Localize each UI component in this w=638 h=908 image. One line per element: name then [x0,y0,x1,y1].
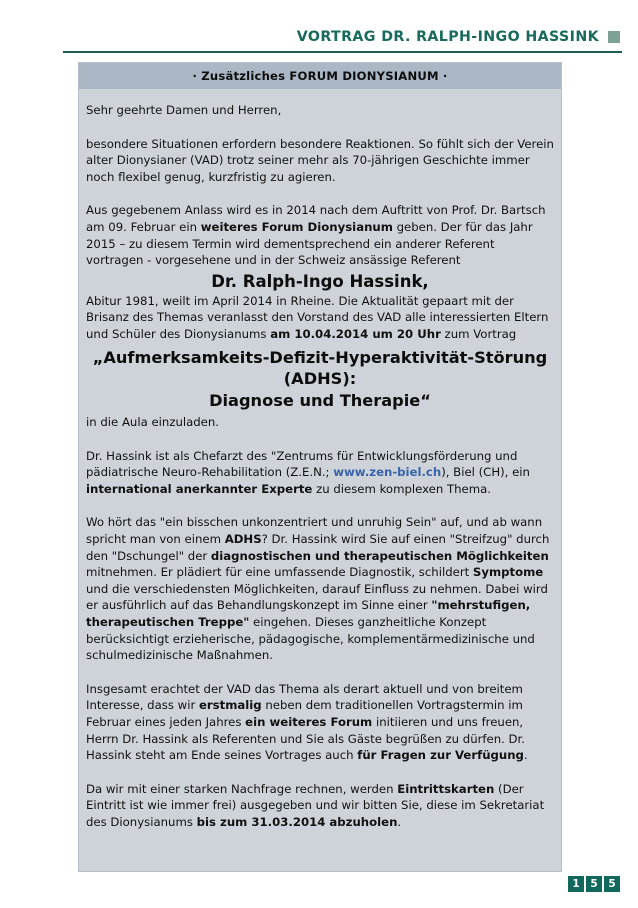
paragraph-talk-content [86,514,554,663]
text-bold-options: diagnostischen und therapeutischen Möglichkeiten [210,548,549,563]
page-number [568,876,620,892]
paragraph-speaker-info [86,293,554,343]
text-run: Abitur 1981, weilt im April 2014 in Rheine. Die Aktualität gepaart mit der Brisanz des Themas veranlasst den Vorstand des VAD alle interessierten Eltern und Schüler des Dionysianums [86,293,549,341]
text-bold-forum: ein weiteres Forum [245,714,373,729]
text-bold-erstmalig: erstmalig [198,698,262,713]
talk-title-line-1: „Aufmerksamkeits-Defizit-Hyperaktivität-Störung [92,347,548,367]
paragraph-credentials [86,448,554,498]
talk-title [86,343,554,415]
text-run: eingehen. Dieses ganzheitliche Konzept berücksichtigt erzieherische, pädagogische, komplementärmedizinische und schulmedizinische Maßnahmen. [86,614,535,663]
text-bold-date: am 10.04.2014 um 20 Uhr [270,326,441,341]
paragraph-tickets [86,781,554,831]
text-bold-adhs: ADHS [224,532,262,546]
salutation: Sehr geehrte Damen und Herren, [86,103,282,117]
text-bold-deadline: bis zum 31.03.2014 abzuholen [196,814,398,829]
text-bold-treppe: "mehrstufigen, therapeutischen Treppe" [86,598,531,629]
talk-title-line-2: (ADHS): [283,369,357,389]
text-run: zum Vortrag [440,326,517,341]
text-bold-symptoms: Symptome [472,565,544,580]
content-box [78,62,562,872]
paragraph-intro: besondere Situationen erfordern besondere Reaktionen. So fühlt sich der Verein alter Dionysianer (VAD) trotz seiner mehr als 70-jährigen Geschichte immer noch flexibel genug, kurzfristig zu agieren. [86,136,554,184]
text-run: initiieren und uns freuen, Herrn Dr. Hassink als Referenten und Sie als Gäste begrüßen zu dürfen. Dr. Hassink steht am Ende seines Vortrages auch [86,714,525,763]
paragraph-vad-statement [86,681,554,764]
header-divider [63,51,622,53]
text-run: Da wir mit einer starken Nachfrage rechnen, werden [86,781,398,796]
text-bold: weiteres Forum Dionysianum [200,219,393,234]
text-bold-tickets: Eintrittskarten [397,781,495,796]
text-run: . [523,748,528,763]
page-digit-1: 1 [568,876,584,892]
page-title: VORTRAG DR. RALPH-INGO HASSINK [296,29,599,45]
paragraph-announcement [86,202,554,268]
page-digit-2: 5 [586,876,602,892]
text-run: Wo hört das "ein bisschen unkonzentriert und unruhig Sein" auf, und ab wann spricht man von einem [86,515,543,546]
speaker-name: Dr. Ralph-Ingo Hassink, [211,271,429,291]
header-square-icon [608,31,620,43]
page-digit-3: 5 [604,876,620,892]
text-run: ? Dr. Hassink wird Sie auf einen "Streifzug" durch den "Dschungel" der [86,532,550,563]
text-run: ), Biel (CH), ein [441,465,530,480]
box-title: · Zusätzliches FORUM DIONYSIANUM · [79,63,561,89]
text-run: neben dem traditionellen Vortragstermin im Februar eines jeden Jahres [86,698,523,729]
text-bold-expert: international anerkannter Experte [86,481,313,496]
box-body [79,89,561,831]
text-run: Aus gegebenem Anlass wird es in 2014 nach dem Auftritt von Prof. Dr. Bartsch am 09. Februar ein [86,203,546,234]
text-bold-questions: für Fragen zur Verfügung [357,748,524,763]
zen-biel-link[interactable]: www.zen-biel.ch [333,465,442,480]
page-header [0,22,638,52]
text-run: . [397,814,402,829]
text-run: Insgesamt erachtet der VAD das Thema als derart aktuell und von breitem Interesse, dass wir [86,681,523,713]
text-run: zu diesem komplexen Thema. [312,481,491,496]
paragraph-after-title: in die Aula einzuladen. [86,415,219,430]
text-run: geben. Der für das Jahr 2015 – zu diesem Termin wird dementsprechend ein anderer Referent vortragen - vorgesehene und in der Schweiz ansässige Referent [86,219,533,268]
text-run: mitnehmen. Er plädiert für eine umfassende Diagnostik, schildert [86,565,473,580]
talk-title-line-3: Diagnose und Therapie“ [209,390,431,410]
text-run: Dr. Hassink ist als Chefarzt des "Zentrums für Entwicklungsförderung und pädiatrische Neuro-Rehabilitation (Z.E.N.; [86,448,518,480]
text-run: und die verschiedensten Möglichkeiten, darauf Einfluss zu nehmen. Dabei wird er ausführlich auf das Behandlungskonzept im Sinne einer [86,581,548,613]
text-run: (Der Eintritt ist wie immer frei) ausgegeben und wir bitten Sie, diese im Sekretariat des Dionysianums [86,781,545,829]
